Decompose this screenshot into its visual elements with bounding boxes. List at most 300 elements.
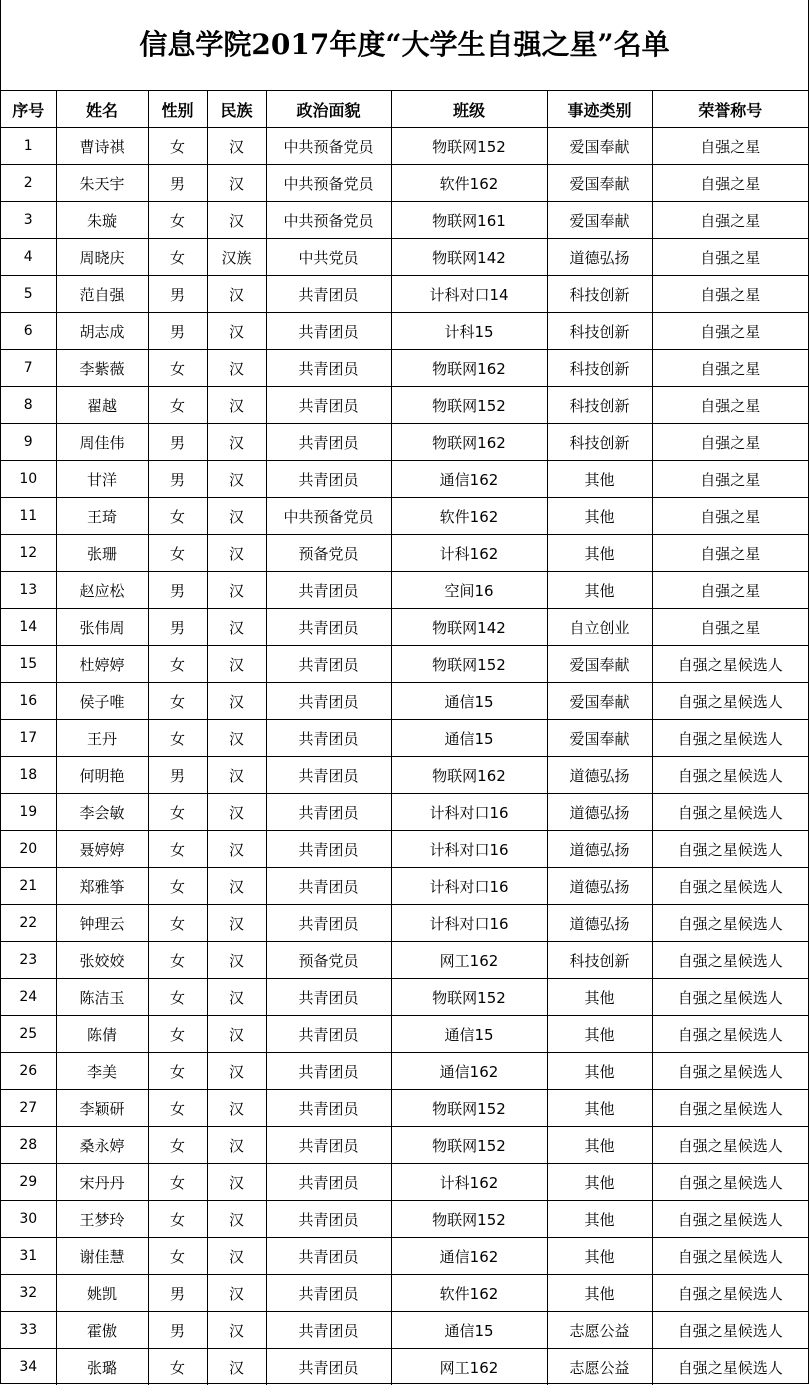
- cell-name: 张伟周: [56, 609, 148, 646]
- cell-deed-category: 科技创新: [547, 387, 652, 424]
- cell-index: 15: [1, 646, 56, 683]
- cell-index: 30: [1, 1201, 56, 1238]
- cell-honor-title: 自强之星候选人: [652, 831, 808, 868]
- cell-ethnicity: 汉: [207, 128, 266, 165]
- cell-honor-title: 自强之星候选人: [652, 1053, 808, 1090]
- cell-class: 计科对口16: [391, 905, 547, 942]
- cell-name: 霍傲: [56, 1312, 148, 1349]
- cell-class: 软件162: [391, 498, 547, 535]
- table-row: [1, 720, 808, 757]
- cell-honor-title: 自强之星候选人: [652, 1127, 808, 1164]
- cell-political-status: 共青团员: [266, 1275, 391, 1312]
- cell-class: 通信15: [391, 1016, 547, 1053]
- cell-deed-category: 其他: [547, 535, 652, 572]
- roster-table: [1, 91, 808, 1385]
- cell-index: 14: [1, 609, 56, 646]
- cell-name: 陈洁玉: [56, 979, 148, 1016]
- cell-class: 物联网162: [391, 350, 547, 387]
- cell-class: 软件162: [391, 165, 547, 202]
- cell-honor-title: 自强之星: [652, 387, 808, 424]
- cell-deed-category: 科技创新: [547, 942, 652, 979]
- cell-class: 物联网152: [391, 1090, 547, 1127]
- cell-index: 26: [1, 1053, 56, 1090]
- cell-name: 赵应松: [56, 572, 148, 609]
- cell-index: 6: [1, 313, 56, 350]
- cell-index: 25: [1, 1016, 56, 1053]
- cell-name: 钟理云: [56, 905, 148, 942]
- cell-name: 张姣姣: [56, 942, 148, 979]
- cell-ethnicity: 汉: [207, 794, 266, 831]
- cell-ethnicity: 汉: [207, 572, 266, 609]
- cell-gender: 女: [148, 202, 207, 239]
- cell-gender: 女: [148, 387, 207, 424]
- cell-deed-category: 自立创业: [547, 609, 652, 646]
- cell-political-status: 共青团员: [266, 1127, 391, 1164]
- cell-deed-category: 其他: [547, 461, 652, 498]
- cell-ethnicity: 汉: [207, 424, 266, 461]
- header-cell-honor-title: 荣誉称号: [652, 91, 808, 128]
- cell-class: 计科对口16: [391, 868, 547, 905]
- cell-deed-category: 道德弘扬: [547, 757, 652, 794]
- cell-political-status: 中共预备党员: [266, 165, 391, 202]
- cell-gender: 女: [148, 1349, 207, 1386]
- cell-ethnicity: 汉: [207, 1090, 266, 1127]
- cell-gender: 男: [148, 424, 207, 461]
- cell-class: 计科15: [391, 313, 547, 350]
- cell-gender: 女: [148, 794, 207, 831]
- table-row: [1, 905, 808, 942]
- cell-honor-title: 自强之星候选人: [652, 868, 808, 905]
- table-row: [1, 387, 808, 424]
- cell-deed-category: 其他: [547, 572, 652, 609]
- cell-index: 1: [1, 128, 56, 165]
- cell-index: 3: [1, 202, 56, 239]
- cell-ethnicity: 汉: [207, 831, 266, 868]
- cell-deed-category: 其他: [547, 979, 652, 1016]
- table-row: [1, 461, 808, 498]
- cell-political-status: 共青团员: [266, 683, 391, 720]
- table-row: [1, 276, 808, 313]
- cell-political-status: 共青团员: [266, 646, 391, 683]
- cell-class: 物联网152: [391, 1201, 547, 1238]
- table-row: [1, 1090, 808, 1127]
- cell-honor-title: 自强之星: [652, 313, 808, 350]
- page-title: 信息学院2017年度“大学生自强之星”名单: [1, 0, 808, 91]
- cell-political-status: 共青团员: [266, 572, 391, 609]
- cell-gender: 女: [148, 535, 207, 572]
- cell-gender: 女: [148, 128, 207, 165]
- cell-deed-category: 道德弘扬: [547, 239, 652, 276]
- cell-name: 李颖研: [56, 1090, 148, 1127]
- cell-class: 计科对口16: [391, 794, 547, 831]
- cell-political-status: 共青团员: [266, 1238, 391, 1275]
- cell-political-status: 共青团员: [266, 1016, 391, 1053]
- header-row: [1, 91, 808, 128]
- cell-political-status: 共青团员: [266, 905, 391, 942]
- cell-name: 杜婷婷: [56, 646, 148, 683]
- cell-gender: 女: [148, 1016, 207, 1053]
- cell-deed-category: 道德弘扬: [547, 794, 652, 831]
- cell-honor-title: 自强之星: [652, 424, 808, 461]
- cell-political-status: 中共预备党员: [266, 128, 391, 165]
- cell-name: 张璐: [56, 1349, 148, 1386]
- cell-gender: 女: [148, 350, 207, 387]
- cell-political-status: 共青团员: [266, 868, 391, 905]
- cell-index: 24: [1, 979, 56, 1016]
- cell-honor-title: 自强之星: [652, 609, 808, 646]
- table-row: [1, 868, 808, 905]
- cell-ethnicity: 汉: [207, 313, 266, 350]
- cell-gender: 男: [148, 165, 207, 202]
- table-row: [1, 202, 808, 239]
- cell-honor-title: 自强之星: [652, 239, 808, 276]
- cell-honor-title: 自强之星候选人: [652, 1349, 808, 1386]
- cell-name: 朱璇: [56, 202, 148, 239]
- cell-gender: 女: [148, 720, 207, 757]
- cell-name: 翟越: [56, 387, 148, 424]
- cell-honor-title: 自强之星: [652, 535, 808, 572]
- table-row: [1, 128, 808, 165]
- cell-honor-title: 自强之星候选人: [652, 1238, 808, 1275]
- cell-class: 物联网161: [391, 202, 547, 239]
- cell-ethnicity: 汉: [207, 1201, 266, 1238]
- cell-political-status: 共青团员: [266, 350, 391, 387]
- cell-honor-title: 自强之星候选人: [652, 1312, 808, 1349]
- cell-gender: 女: [148, 239, 207, 276]
- cell-gender: 男: [148, 1275, 207, 1312]
- table-row: [1, 757, 808, 794]
- cell-deed-category: 道德弘扬: [547, 868, 652, 905]
- cell-index: 10: [1, 461, 56, 498]
- cell-index: 18: [1, 757, 56, 794]
- cell-index: 5: [1, 276, 56, 313]
- cell-class: 物联网162: [391, 424, 547, 461]
- table-row: [1, 165, 808, 202]
- cell-gender: 女: [148, 1238, 207, 1275]
- cell-ethnicity: 汉: [207, 350, 266, 387]
- cell-class: 网工162: [391, 942, 547, 979]
- cell-gender: 男: [148, 757, 207, 794]
- cell-honor-title: 自强之星: [652, 128, 808, 165]
- cell-political-status: 共青团员: [266, 1090, 391, 1127]
- table-row: [1, 1016, 808, 1053]
- cell-name: 李紫薇: [56, 350, 148, 387]
- cell-deed-category: 爱国奉献: [547, 165, 652, 202]
- cell-name: 陈倩: [56, 1016, 148, 1053]
- cell-deed-category: 爱国奉献: [547, 683, 652, 720]
- cell-class: 物联网152: [391, 646, 547, 683]
- cell-class: 物联网162: [391, 757, 547, 794]
- cell-class: 计科对口14: [391, 276, 547, 313]
- cell-name: 王丹: [56, 720, 148, 757]
- cell-index: 4: [1, 239, 56, 276]
- cell-name: 王琦: [56, 498, 148, 535]
- cell-ethnicity: 汉: [207, 720, 266, 757]
- cell-class: 计科162: [391, 1164, 547, 1201]
- cell-gender: 男: [148, 609, 207, 646]
- cell-class: 计科162: [391, 535, 547, 572]
- cell-ethnicity: 汉: [207, 498, 266, 535]
- cell-ethnicity: 汉: [207, 868, 266, 905]
- cell-index: 22: [1, 905, 56, 942]
- cell-political-status: 共青团员: [266, 1164, 391, 1201]
- cell-political-status: 共青团员: [266, 1349, 391, 1386]
- cell-name: 李会敏: [56, 794, 148, 831]
- cell-ethnicity: 汉: [207, 1238, 266, 1275]
- cell-gender: 女: [148, 498, 207, 535]
- cell-ethnicity: 汉: [207, 646, 266, 683]
- cell-political-status: 中共预备党员: [266, 498, 391, 535]
- cell-honor-title: 自强之星候选人: [652, 942, 808, 979]
- cell-name: 桑永婷: [56, 1127, 148, 1164]
- cell-honor-title: 自强之星候选人: [652, 683, 808, 720]
- cell-deed-category: 爱国奉献: [547, 646, 652, 683]
- cell-index: 7: [1, 350, 56, 387]
- header-cell-gender: 性别: [148, 91, 207, 128]
- cell-name: 曹诗祺: [56, 128, 148, 165]
- header-cell-political-status: 政治面貌: [266, 91, 391, 128]
- cell-political-status: 预备党员: [266, 535, 391, 572]
- cell-honor-title: 自强之星候选人: [652, 1016, 808, 1053]
- cell-ethnicity: 汉: [207, 683, 266, 720]
- cell-class: 物联网152: [391, 979, 547, 1016]
- cell-deed-category: 志愿公益: [547, 1312, 652, 1349]
- cell-political-status: 共青团员: [266, 1312, 391, 1349]
- cell-index: 12: [1, 535, 56, 572]
- cell-deed-category: 其他: [547, 498, 652, 535]
- cell-gender: 男: [148, 572, 207, 609]
- cell-ethnicity: 汉: [207, 1016, 266, 1053]
- cell-ethnicity: 汉: [207, 942, 266, 979]
- cell-class: 通信15: [391, 683, 547, 720]
- cell-name: 郑雅筝: [56, 868, 148, 905]
- cell-gender: 女: [148, 905, 207, 942]
- cell-ethnicity: 汉: [207, 1164, 266, 1201]
- cell-index: 17: [1, 720, 56, 757]
- cell-ethnicity: 汉: [207, 387, 266, 424]
- cell-class: 通信15: [391, 1312, 547, 1349]
- cell-name: 王梦玲: [56, 1201, 148, 1238]
- cell-ethnicity: 汉: [207, 1349, 266, 1386]
- cell-index: 32: [1, 1275, 56, 1312]
- cell-name: 何明艳: [56, 757, 148, 794]
- cell-gender: 女: [148, 942, 207, 979]
- cell-class: 物联网152: [391, 1127, 547, 1164]
- cell-deed-category: 科技创新: [547, 313, 652, 350]
- cell-index: 27: [1, 1090, 56, 1127]
- cell-index: 33: [1, 1312, 56, 1349]
- cell-political-status: 共青团员: [266, 794, 391, 831]
- header-cell-deed-category: 事迹类别: [547, 91, 652, 128]
- cell-political-status: 共青团员: [266, 1201, 391, 1238]
- cell-deed-category: 其他: [547, 1238, 652, 1275]
- cell-ethnicity: 汉: [207, 757, 266, 794]
- cell-deed-category: 道德弘扬: [547, 831, 652, 868]
- cell-index: 34: [1, 1349, 56, 1386]
- cell-political-status: 共青团员: [266, 461, 391, 498]
- cell-name: 周晓庆: [56, 239, 148, 276]
- cell-class: 物联网152: [391, 128, 547, 165]
- cell-political-status: 中共预备党员: [266, 202, 391, 239]
- cell-class: 网工162: [391, 1349, 547, 1386]
- cell-index: 8: [1, 387, 56, 424]
- cell-ethnicity: 汉: [207, 1127, 266, 1164]
- table-row: [1, 1238, 808, 1275]
- cell-gender: 男: [148, 313, 207, 350]
- cell-name: 胡志成: [56, 313, 148, 350]
- cell-index: 20: [1, 831, 56, 868]
- table-body: [1, 128, 808, 1386]
- cell-political-status: 共青团员: [266, 831, 391, 868]
- cell-name: 张珊: [56, 535, 148, 572]
- cell-honor-title: 自强之星候选人: [652, 720, 808, 757]
- table-row: [1, 424, 808, 461]
- cell-class: 物联网152: [391, 387, 547, 424]
- cell-honor-title: 自强之星: [652, 165, 808, 202]
- cell-ethnicity: 汉: [207, 1053, 266, 1090]
- cell-index: 2: [1, 165, 56, 202]
- cell-political-status: 共青团员: [266, 313, 391, 350]
- cell-index: 21: [1, 868, 56, 905]
- cell-class: 计科对口16: [391, 831, 547, 868]
- cell-political-status: 共青团员: [266, 720, 391, 757]
- cell-honor-title: 自强之星: [652, 461, 808, 498]
- table-row: [1, 572, 808, 609]
- cell-ethnicity: 汉: [207, 905, 266, 942]
- cell-ethnicity: 汉: [207, 276, 266, 313]
- cell-honor-title: 自强之星: [652, 498, 808, 535]
- cell-honor-title: 自强之星候选人: [652, 1090, 808, 1127]
- cell-political-status: 共青团员: [266, 979, 391, 1016]
- cell-ethnicity: 汉: [207, 202, 266, 239]
- cell-gender: 男: [148, 461, 207, 498]
- cell-honor-title: 自强之星候选人: [652, 794, 808, 831]
- cell-political-status: 共青团员: [266, 424, 391, 461]
- table-row: [1, 979, 808, 1016]
- header-cell-ethnicity: 民族: [207, 91, 266, 128]
- cell-index: 28: [1, 1127, 56, 1164]
- cell-gender: 女: [148, 1090, 207, 1127]
- cell-name: 朱天宇: [56, 165, 148, 202]
- table-row: [1, 1127, 808, 1164]
- cell-political-status: 共青团员: [266, 1053, 391, 1090]
- table-row: [1, 239, 808, 276]
- cell-index: 16: [1, 683, 56, 720]
- cell-name: 聂婷婷: [56, 831, 148, 868]
- cell-index: 29: [1, 1164, 56, 1201]
- table-row: [1, 1349, 808, 1386]
- table-row: [1, 1275, 808, 1312]
- cell-gender: 女: [148, 831, 207, 868]
- table-row: [1, 646, 808, 683]
- table-row: [1, 313, 808, 350]
- cell-deed-category: 爱国奉献: [547, 720, 652, 757]
- cell-class: 软件162: [391, 1275, 547, 1312]
- cell-index: 9: [1, 424, 56, 461]
- cell-ethnicity: 汉: [207, 461, 266, 498]
- cell-deed-category: 爱国奉献: [547, 202, 652, 239]
- cell-gender: 女: [148, 1201, 207, 1238]
- cell-ethnicity: 汉: [207, 535, 266, 572]
- cell-name: 周佳伟: [56, 424, 148, 461]
- cell-deed-category: 志愿公益: [547, 1349, 652, 1386]
- cell-gender: 男: [148, 276, 207, 313]
- cell-deed-category: 其他: [547, 1053, 652, 1090]
- header-cell-index: 序号: [1, 91, 56, 128]
- cell-ethnicity: 汉: [207, 609, 266, 646]
- cell-name: 侯子唯: [56, 683, 148, 720]
- cell-honor-title: 自强之星: [652, 350, 808, 387]
- cell-index: 31: [1, 1238, 56, 1275]
- table-row: [1, 942, 808, 979]
- table-row: [1, 1053, 808, 1090]
- cell-deed-category: 其他: [547, 1090, 652, 1127]
- cell-class: 空间16: [391, 572, 547, 609]
- cell-name: 姚凯: [56, 1275, 148, 1312]
- table-row: [1, 1164, 808, 1201]
- table-row: [1, 498, 808, 535]
- cell-name: 范自强: [56, 276, 148, 313]
- cell-ethnicity: 汉: [207, 165, 266, 202]
- cell-gender: 男: [148, 1312, 207, 1349]
- cell-honor-title: 自强之星候选人: [652, 646, 808, 683]
- cell-deed-category: 其他: [547, 1275, 652, 1312]
- header-cell-name: 姓名: [56, 91, 148, 128]
- cell-gender: 女: [148, 1127, 207, 1164]
- cell-political-status: 预备党员: [266, 942, 391, 979]
- cell-class: 通信162: [391, 1053, 547, 1090]
- cell-gender: 女: [148, 683, 207, 720]
- cell-political-status: 中共党员: [266, 239, 391, 276]
- cell-name: 李美: [56, 1053, 148, 1090]
- cell-political-status: 共青团员: [266, 757, 391, 794]
- cell-index: 11: [1, 498, 56, 535]
- cell-political-status: 共青团员: [266, 387, 391, 424]
- cell-deed-category: 科技创新: [547, 350, 652, 387]
- cell-index: 19: [1, 794, 56, 831]
- cell-deed-category: 其他: [547, 1016, 652, 1053]
- cell-name: 甘洋: [56, 461, 148, 498]
- cell-gender: 女: [148, 1053, 207, 1090]
- cell-index: 23: [1, 942, 56, 979]
- cell-honor-title: 自强之星候选人: [652, 979, 808, 1016]
- cell-honor-title: 自强之星候选人: [652, 905, 808, 942]
- cell-deed-category: 其他: [547, 1201, 652, 1238]
- cell-deed-category: 科技创新: [547, 276, 652, 313]
- table-row: [1, 1312, 808, 1349]
- cell-honor-title: 自强之星候选人: [652, 757, 808, 794]
- cell-ethnicity: 汉: [207, 1275, 266, 1312]
- table-row: [1, 683, 808, 720]
- cell-index: 13: [1, 572, 56, 609]
- cell-deed-category: 科技创新: [547, 424, 652, 461]
- cell-honor-title: 自强之星: [652, 202, 808, 239]
- cell-name: 宋丹丹: [56, 1164, 148, 1201]
- table-row: [1, 609, 808, 646]
- cell-class: 通信162: [391, 461, 547, 498]
- cell-gender: 女: [148, 979, 207, 1016]
- cell-deed-category: 其他: [547, 1127, 652, 1164]
- cell-honor-title: 自强之星: [652, 572, 808, 609]
- table-row: [1, 350, 808, 387]
- cell-honor-title: 自强之星候选人: [652, 1275, 808, 1312]
- table-row: [1, 794, 808, 831]
- cell-gender: 女: [148, 868, 207, 905]
- cell-deed-category: 爱国奉献: [547, 128, 652, 165]
- cell-class: 通信162: [391, 1238, 547, 1275]
- cell-honor-title: 自强之星: [652, 276, 808, 313]
- cell-ethnicity: 汉族: [207, 239, 266, 276]
